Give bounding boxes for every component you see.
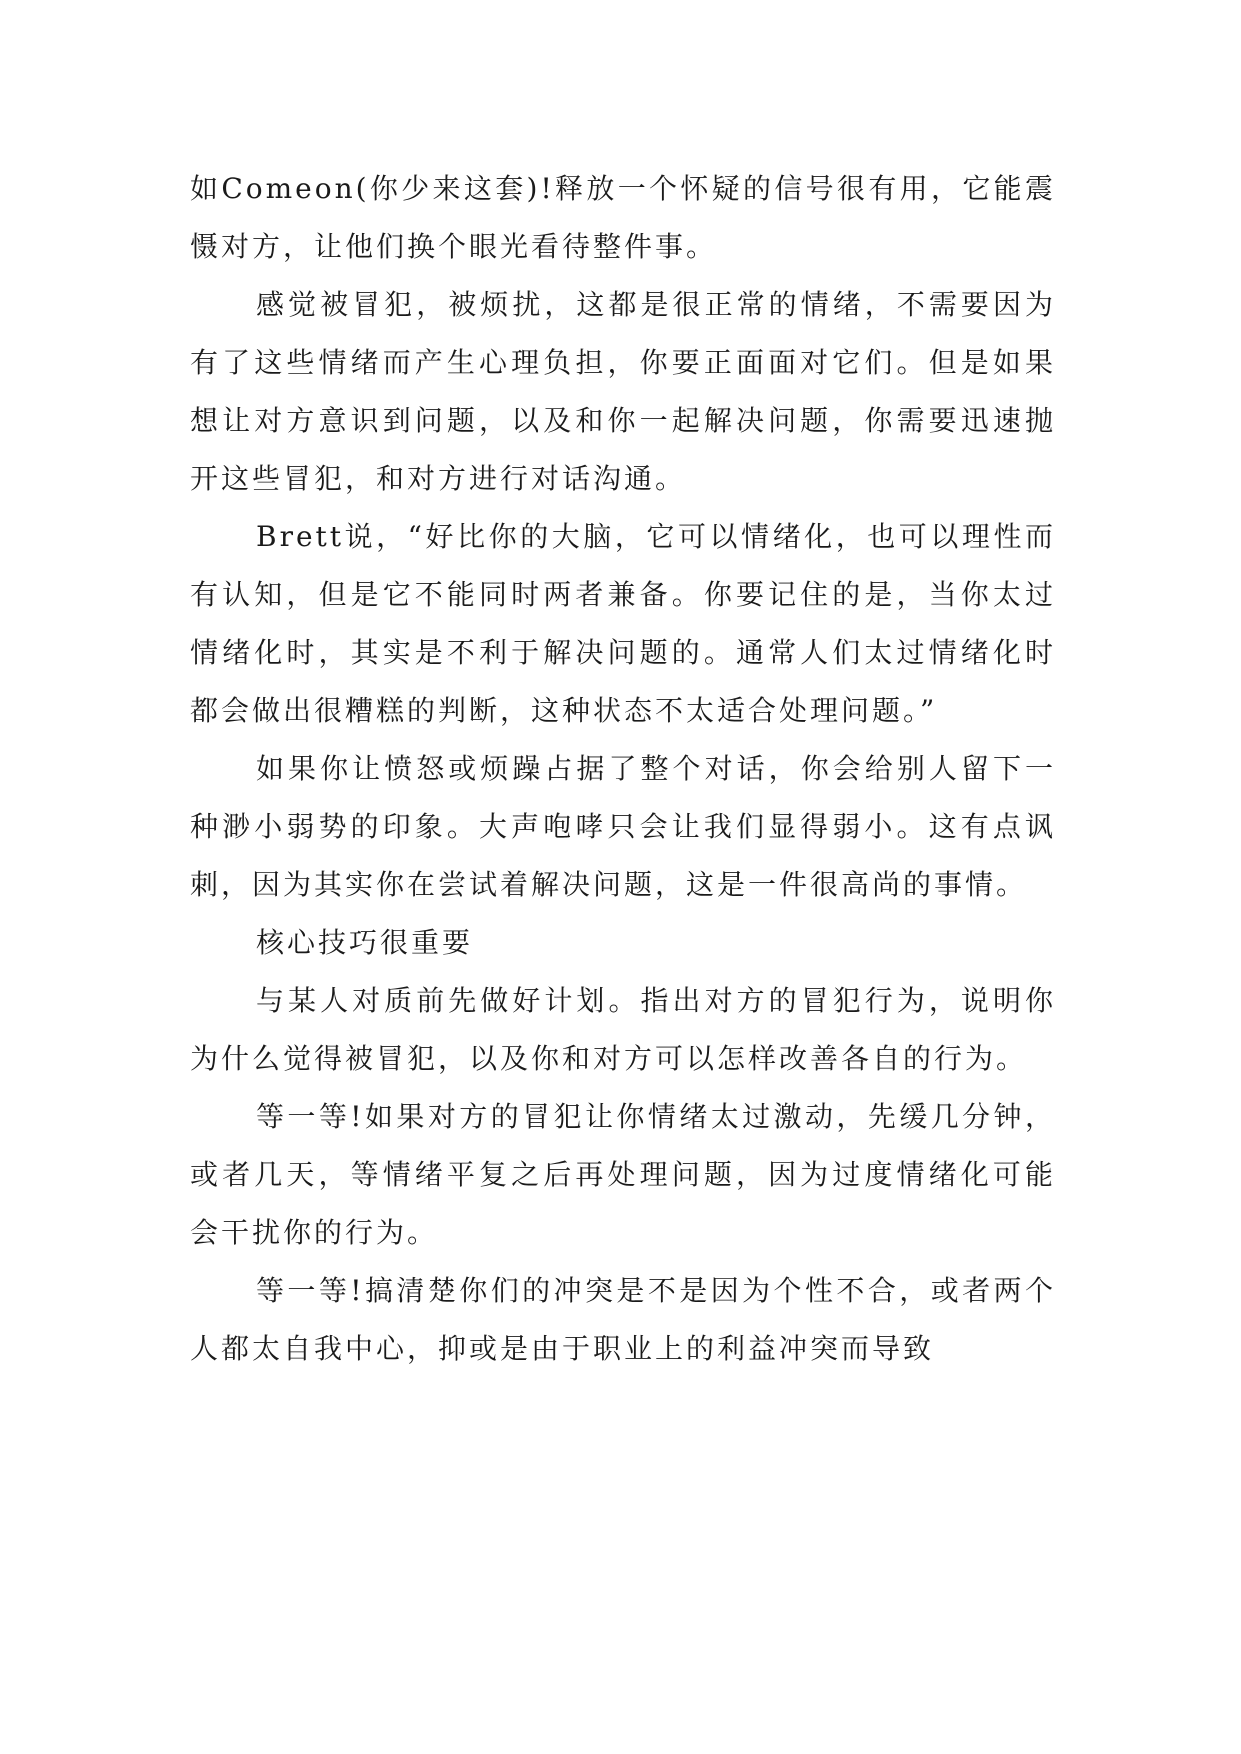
body-text [190, 160, 1056, 1378]
paragraph-4: 如果你让愤怒或烦躁占据了整个对话，你会给别人留下一种渺小弱势的印象。大声咆哮只会让我们显得弱小。这有点讽刺，因为其实你在尝试着解决问题，这是一件很高尚的事情。 [190, 752, 1056, 901]
paragraph-3: Brett说，“好比你的大脑，它可以情绪化，也可以理性而有认知，但是它不能同时两者兼备。你要记住的是，当你太过情绪化时，其实是不利于解决问题的。通常人们太过情绪化时都会做出很糟糕的判断，这种状态不太适合处理问题。” [190, 520, 1056, 727]
paragraph-7: 等一等!搞清楚你们的冲突是不是因为个性不合，或者两个人都太自我中心，抑或是由于职业上的利益冲突而导致 [190, 1274, 1056, 1365]
paragraph-6: 等一等!如果对方的冒犯让你情绪太过激动，先缓几分钟，或者几天，等情绪平复之后再处理问题，因为过度情绪化可能会干扰你的行为。 [190, 1100, 1056, 1249]
section-heading: 核心技巧很重要 [256, 926, 474, 959]
paragraph-2: 感觉被冒犯，被烦扰，这都是很正常的情绪，不需要因为有了这些情绪而产生心理负担，你要正面面对它们。但是如果想让对方意识到问题，以及和你一起解决问题，你需要迅速抛开这些冒犯，和对方进行对话沟通。 [190, 288, 1056, 495]
paragraph-5: 与某人对质前先做好计划。指出对方的冒犯行为，说明你为什么觉得被冒犯，以及你和对方可以怎样改善各自的行为。 [190, 984, 1056, 1075]
paragraph-1: 如Comeon(你少来这套)!释放一个怀疑的信号很有用，它能震慑对方，让他们换个眼光看待整件事。 [190, 172, 1056, 263]
